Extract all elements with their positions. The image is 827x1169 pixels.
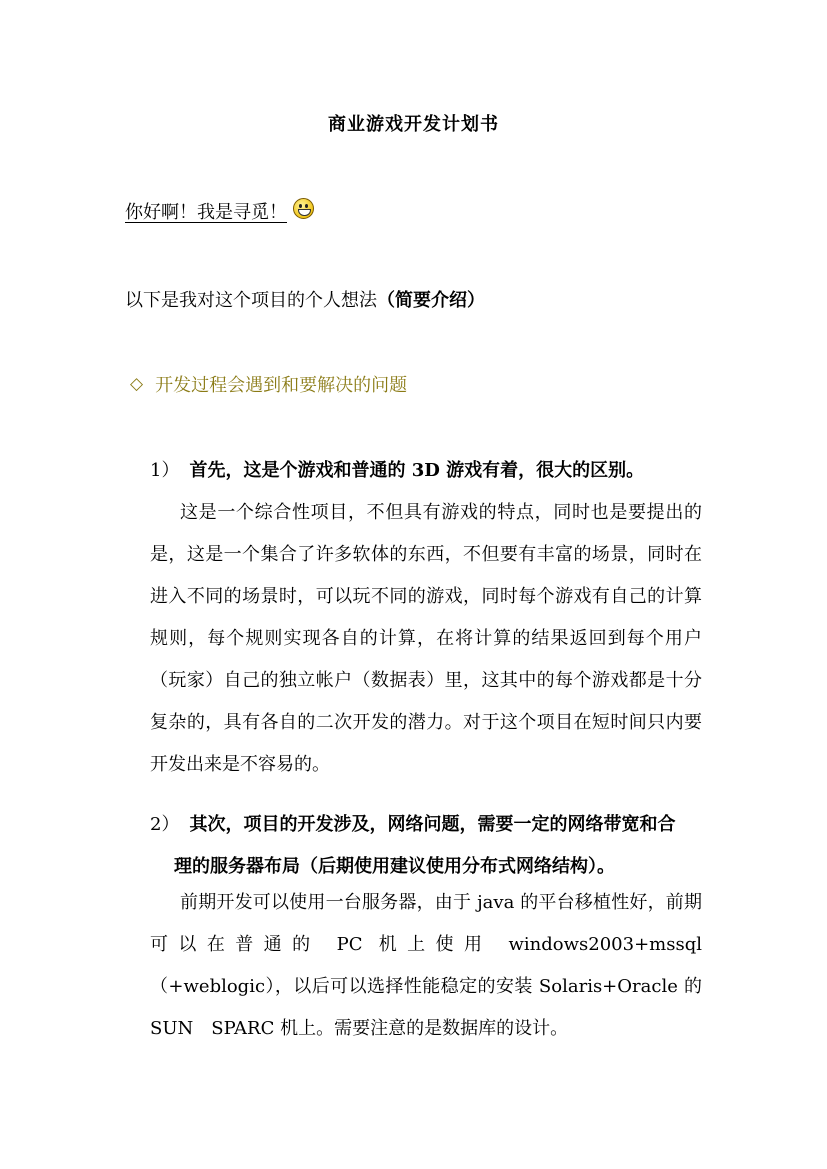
item-1-number: 1） [150,460,180,481]
document-title: 商业游戏开发计划书 [328,114,499,135]
intro-text: 以下是我对这个项目的个人想法 [125,290,377,311]
item-2-heading-continuation: 理的服务器布局（后期使用建议使用分布式网络结构）。 [174,856,615,877]
section-heading-text: 开发过程会遇到和要解决的问题 [155,375,408,396]
greeting-text: 你好啊！我是寻觅！ [125,202,287,223]
greeting-line [125,198,314,224]
grinning-smiley-icon [293,198,314,219]
diamond-bullet-icon: ◇ [130,374,144,394]
item-2-number: 2） [150,814,180,835]
intro-line [125,286,485,312]
item-1-paragraph: 这是一个综合性项目，不但具有游戏的特点，同时也是要提出的是，这是一个集合了许多软体的东西，不但要有丰富的场景，同时在进入不同的场景时，可以玩不同的游戏，同时每个游戏有自己的计算规则，每个规则实现各自的计算，在将计算的结果返回到每个用户（玩家）自己的独立帐户（数据表）里，这其中的每个游戏都是十分复杂的，具有各自的二次开发的潜力。对于这个项目在短时间只内要开发出来是不容易的。 [150,502,702,775]
item-2-paragraph: 前期开发可以使用一台服务器，由于 java 的平台移植性好，前期可以在普通的 PC 机上使用 windows2003+mssql（+weblogic），以后可以选择性能稳定的安装 Solaris+Oracle 的 SUN SPARC 机上。需要注意的是数据库的设计。 [150,892,702,1039]
item-2-heading-text: 其次，项目的开发涉及，网络问题，需要一定的网络带宽和合 [189,814,676,835]
item-2-heading [150,804,710,888]
item-1-heading [150,456,644,482]
section-heading [130,371,407,397]
item-1-heading-text: 首先，这是个游戏和普通的 3D 游戏有着，很大的区别。 [189,460,645,481]
intro-bold-text: （简要介绍） [377,290,485,311]
